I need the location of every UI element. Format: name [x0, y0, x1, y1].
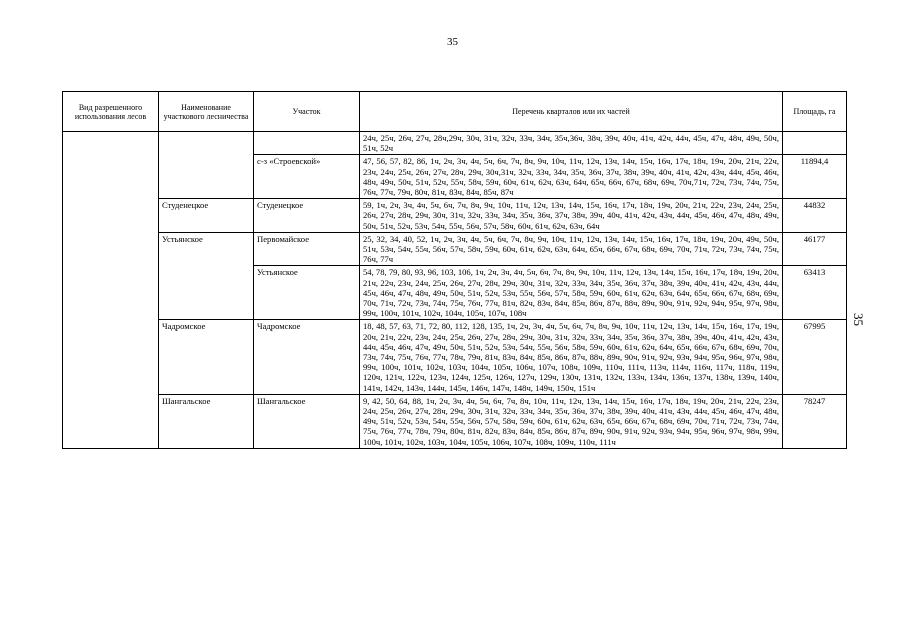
area-cell: 67995 [783, 320, 847, 394]
section-cell: с-з «Строевской» [254, 155, 360, 199]
quarters-cell: 18, 48, 57, 63, 71, 72, 80, 112, 128, 135, 1ч, 2ч, 3ч, 4ч, 5ч, 6ч, 7ч, 8ч, 9ч, 10ч, 11ч, 12ч, 13ч, 14ч, 15ч, 16ч, 17ч, 19ч, 20ч, 21ч, 22ч, 23ч, 24ч, 25ч, 26ч, 27ч, 28ч, 29ч, 30ч, 31ч, 32ч, 33ч, 34ч, 35ч, 36ч, 37ч, 38ч, 39ч, 40ч, 41ч, 42ч, 43ч, 44ч, 45ч, 46ч, 47ч, 49ч, 50ч, 51ч, 52ч, 53ч, 54ч, 55ч, 56ч, 58ч, 59ч, 60ч, 61ч, 62ч, 64ч, 65ч, 66ч, 67ч, 68ч, 69ч, 70ч, 73ч, 74ч, 75ч, 76ч, 77ч, 78ч, 79ч, 81ч, 83ч, 84ч, 85ч, 86ч, 87ч, 88ч, 89ч, 90ч, 91ч, 92ч, 93ч, 94ч, 95ч, 96ч, 97ч, 98ч, 99ч, 100ч, 101ч, 102ч, 103ч, 104ч, 105ч, 106ч, 107ч, 108ч, 109ч, 110ч, 111ч, 113ч, 114ч, 116ч, 117ч, 118ч, 119ч, 120ч, 121ч, 122ч, 123ч, 124ч, 125ч, 126ч, 127ч, 129ч, 130ч, 131ч, 132ч, 133ч, 134ч, 136ч, 137ч, 138ч, 139ч, 140ч, 141ч, 142ч, 143ч, 144ч, 145ч, 146ч, 147ч, 148ч, 149ч, 150ч, 151ч [360, 320, 783, 394]
section-cell: Студенецкое [254, 199, 360, 233]
forestry-cell [159, 132, 254, 199]
section-cell [254, 132, 360, 155]
forestry-cell: Чадромское [159, 320, 254, 394]
table-row [63, 132, 847, 155]
forestry-cell: Устьянское [159, 232, 254, 320]
use-type-cell [63, 132, 159, 449]
forest-quarters-table [62, 91, 847, 449]
area-cell: 11894,4 [783, 155, 847, 199]
table-header-row [63, 92, 847, 132]
section-cell: Чадромское [254, 320, 360, 394]
section-cell: Первомайское [254, 232, 360, 266]
table-row [63, 232, 847, 266]
header-area: Площадь, га [783, 92, 847, 132]
area-cell: 63413 [783, 266, 847, 320]
quarters-cell: 47, 56, 57, 82, 86, 1ч, 2ч, 3ч, 4ч, 5ч, 6ч, 7ч, 8ч, 9ч, 10ч, 11ч, 12ч, 13ч, 14ч, 15ч, 16ч, 17ч, 18ч, 19ч, 20ч, 21ч, 22ч, 23ч, 24ч, 25ч, 26ч, 27ч, 28ч, 29ч, 30ч,31ч, 32ч, 33ч, 34ч, 35ч, 36ч, 37ч, 38ч, 39ч, 40ч, 41ч, 42ч, 43ч, 44ч, 45ч, 46ч, 48ч, 49ч, 50ч, 51ч, 52ч, 55ч, 58ч, 59ч, 60ч, 61ч, 62ч, 63ч, 64ч, 65ч, 66ч, 67ч, 68ч, 69ч, 70ч,71ч, 72ч, 73ч, 74ч, 75ч, 76ч, 77ч, 79ч, 80ч, 81ч, 83ч, 84ч, 85ч, 87ч [360, 155, 783, 199]
table-row [63, 199, 847, 233]
forestry-cell: Студенецкое [159, 199, 254, 233]
page-number-side: 35 [851, 313, 866, 326]
header-quarters: Перечень кварталов или их частей [360, 92, 783, 132]
forestry-cell: Шангальское [159, 394, 254, 448]
page-number-top: 35 [447, 36, 458, 48]
header-use-type: Вид разрешенного использования лесов [63, 92, 159, 132]
area-cell [783, 132, 847, 155]
area-cell: 46177 [783, 232, 847, 266]
quarters-cell: 24ч, 25ч, 26ч, 27ч, 28ч,29ч, 30ч, 31ч, 32ч, 33ч, 34ч, 35ч,36ч, 38ч, 39ч, 40ч, 41ч, 42ч, 44ч, 45ч, 47ч, 48ч, 49ч, 50ч, 51ч, 52ч [360, 132, 783, 155]
quarters-cell: 59, 1ч, 2ч, 3ч, 4ч, 5ч, 6ч, 7ч, 8ч, 9ч, 10ч, 11ч, 12ч, 13ч, 14ч, 15ч, 16ч, 17ч, 18ч, 19ч, 20ч, 21ч, 22ч, 23ч, 24ч, 25ч, 26ч, 27ч, 28ч, 29ч, 30ч, 31ч, 32ч, 33ч, 34ч, 35ч, 36ч, 37ч, 38ч, 39ч, 40ч, 41ч, 42ч, 43ч, 44ч, 45ч, 46ч, 47ч, 48ч, 49ч, 50ч, 51ч, 52ч, 53ч, 54ч, 55ч, 56ч, 57ч, 58ч, 60ч, 61ч, 62ч, 63ч, 64ч [360, 199, 783, 233]
quarters-cell: 54, 78, 79, 80, 93, 96, 103, 106, 1ч, 2ч, 3ч, 4ч, 5ч, 6ч, 7ч, 8ч, 9ч, 10ч, 11ч, 12ч, 13ч, 14ч, 15ч, 16ч, 17ч, 18ч, 19ч, 20ч, 21ч, 22ч, 23ч, 24ч, 25ч, 26ч, 27ч, 28ч, 29ч, 30ч, 31ч, 32ч, 33ч, 34ч, 35ч, 36ч, 37ч, 38ч, 39ч, 40ч, 41ч, 42ч, 43ч, 44ч, 45ч, 46ч, 47ч, 48ч, 49ч, 50ч, 51ч, 52ч, 53ч, 55ч, 56ч, 57ч, 58ч, 59ч, 60ч, 61ч, 62ч, 63ч, 64ч, 65ч, 66ч, 67ч, 68ч, 69ч, 70ч, 71ч, 72ч, 73ч, 74ч, 75ч, 76ч, 77ч, 81ч, 82ч, 83ч, 84ч, 85ч, 86ч, 87ч, 88ч, 89ч, 90ч, 91ч, 92ч, 94ч, 95ч, 97ч, 98ч, 99ч, 100ч, 101ч, 102ч, 104ч, 105ч, 107ч, 108ч [360, 266, 783, 320]
table-row [63, 320, 847, 394]
header-section: Участок [254, 92, 360, 132]
section-cell: Устьянское [254, 266, 360, 320]
area-cell: 78247 [783, 394, 847, 448]
quarters-cell: 25, 32, 34, 40, 52, 1ч, 2ч, 3ч, 4ч, 5ч, 6ч, 7ч, 8ч, 9ч, 10ч, 11ч, 12ч, 13ч, 14ч, 15ч, 16ч, 17ч, 18ч, 19ч, 20ч, 49ч, 50ч, 51ч, 53ч, 54ч, 55ч, 56ч, 57ч, 58ч, 59ч, 60ч, 61ч, 62ч, 63ч, 64ч, 65ч, 66ч, 67ч, 68ч, 69ч, 70ч, 71ч, 72ч, 73ч, 74ч, 75ч, 76ч, 77ч [360, 232, 783, 266]
area-cell: 44832 [783, 199, 847, 233]
quarters-cell: 9, 42, 50, 64, 88, 1ч, 2ч, 3ч, 4ч, 5ч, 6ч, 7ч, 8ч, 10ч, 11ч, 12ч, 13ч, 14ч, 15ч, 16ч, 17ч, 18ч, 19ч, 20ч, 21ч, 22ч, 23ч, 24ч, 25ч, 26ч, 27ч, 28ч, 29ч, 30ч, 31ч, 32ч, 33ч, 34ч, 35ч, 36ч, 37ч, 38ч, 39ч, 40ч, 41ч, 43ч, 44ч, 45ч, 46ч, 47ч, 48ч, 49ч, 51ч, 52ч, 53ч, 54ч, 55ч, 56ч, 57ч, 58ч, 59ч, 60ч, 61ч, 62ч, 63ч, 65ч, 66ч, 67ч, 68ч, 69ч, 70ч, 71ч, 72ч, 73ч, 74ч, 75ч, 76ч, 77ч, 78ч, 79ч, 80ч, 81ч, 82ч, 83ч, 84ч, 85ч, 86ч, 87ч, 89ч, 90ч, 91ч, 92ч, 93ч, 94ч, 95ч, 96ч, 97ч, 98ч, 99ч, 100ч, 101ч, 102ч, 103ч, 104ч, 105ч, 106ч, 107ч, 108ч, 109ч, 110ч, 111ч [360, 394, 783, 448]
header-forestry: Наименование участкового лесничества [159, 92, 254, 132]
table-row [63, 394, 847, 448]
section-cell: Шангальское [254, 394, 360, 448]
